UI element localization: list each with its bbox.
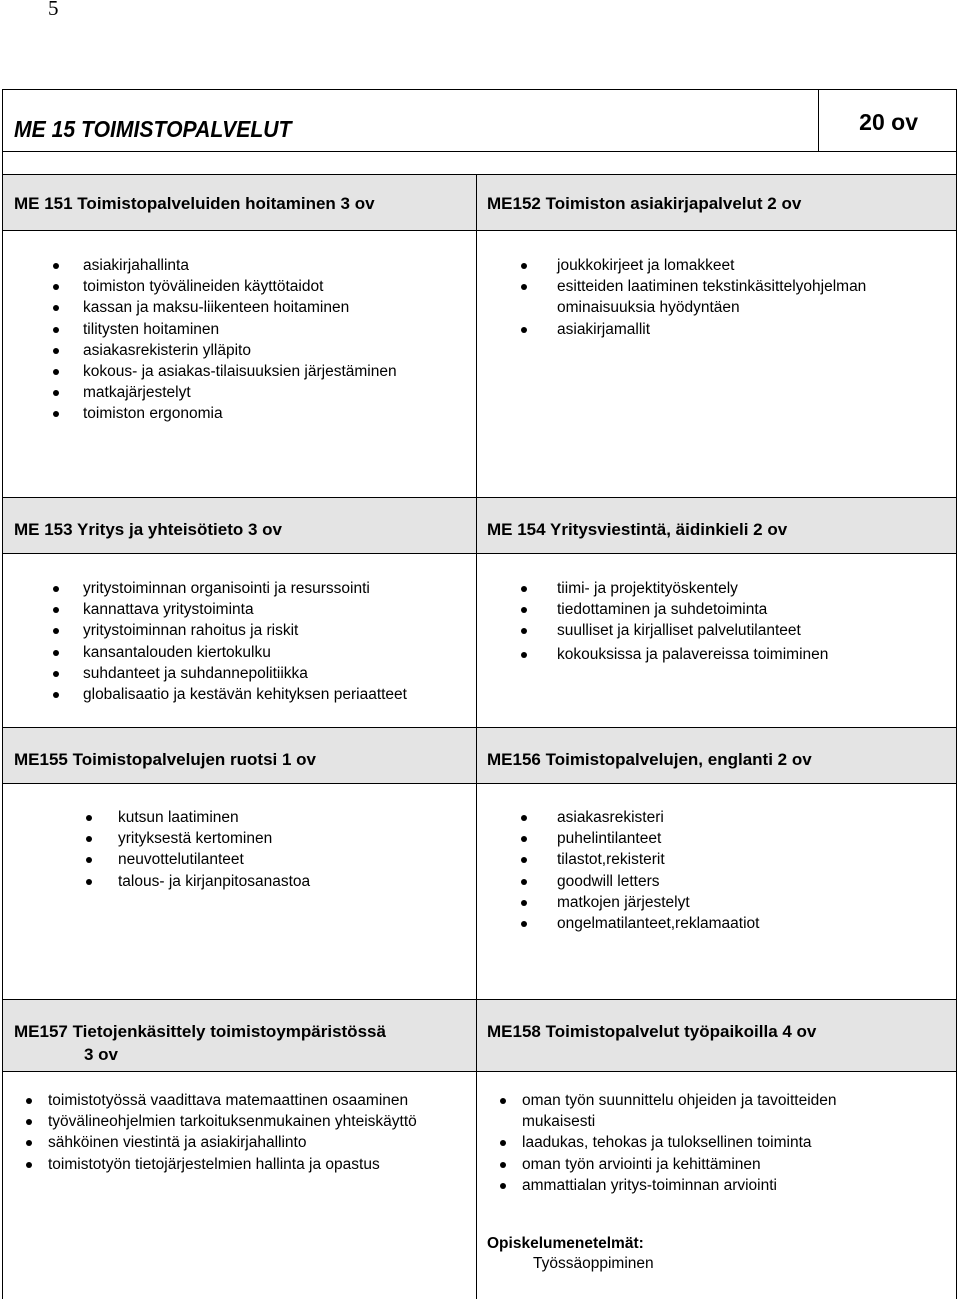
list-item: oman työn arviointi ja kehittäminen (522, 1154, 837, 1175)
module-title: ME155 Toimistopalvelujen ruotsi 1 ov (14, 750, 316, 769)
course-credits: 20 ov (859, 109, 918, 135)
module-title: ME 153 Yritys ja yhteisötieto 3 ov (14, 520, 283, 539)
list-item: yritystoiminnan organisointi ja resurssointi (83, 578, 407, 599)
list-item: tilastot,rekisterit (557, 849, 759, 870)
module-title: ME156 Toimistopalvelujen, englanti 2 ov (487, 750, 812, 769)
list-item: talous- ja kirjanpitosanastoa (118, 871, 310, 892)
module-title: ME157 Tietojenkäsittely toimistoympäristössä (14, 1022, 386, 1041)
list-item: suhdanteet ja suhdannepolitiikka (83, 663, 407, 684)
module-title: ME 154 Yritysviestintä, äidinkieli 2 ov (487, 520, 788, 539)
list-item: suulliset ja kirjalliset palvelutilanteet (557, 620, 828, 641)
list-item: toimiston ergonomia (83, 403, 397, 424)
list-item: kokouksissa ja palavereissa toimiminen (557, 644, 828, 665)
list-item: kansantalouden kiertokulku (83, 642, 407, 663)
list-item: neuvottelutilanteet (118, 849, 310, 870)
list-item: oman työn suunnittelu ohjeiden ja tavoitteiden (522, 1090, 837, 1111)
list-item: tilitysten hoitaminen (83, 319, 397, 340)
list-item: kassan ja maksu-liikenteen hoitaminen (83, 297, 397, 318)
list-item: asiakasrekisterin ylläpito (83, 340, 397, 361)
list-item: asiakirjamallit (557, 319, 866, 340)
module-topic-list (48, 1090, 417, 1175)
course-title: ME 15 TOIMISTOPALVELUT (14, 116, 292, 142)
list-item-continuation: ominaisuuksia hyödyntäen (557, 299, 740, 317)
list-item: yrityksestä kertominen (118, 828, 310, 849)
module-topic-list (522, 1090, 837, 1196)
page-number: 5 (48, 0, 59, 20)
list-item-continuation: mukaisesti (522, 1113, 596, 1131)
list-item: matkajärjestelyt (83, 382, 397, 403)
list-item: esitteiden laatiminen tekstinkäsittelyohjelman (557, 276, 866, 297)
study-method-value: Työssäoppiminen (533, 1255, 654, 1272)
list-item: sähköinen viestintä ja asiakirjahallinto (48, 1132, 417, 1153)
list-item: joukkokirjeet ja lomakkeet (557, 255, 866, 276)
list-item: matkojen järjestelyt (557, 892, 759, 913)
list-item: globalisaatio ja kestävän kehityksen periaatteet (83, 684, 407, 705)
list-item: toimistotyön tietojärjestelmien hallinta ja opastus (48, 1154, 417, 1175)
module-title: ME158 Toimistopalvelut työpaikoilla 4 ov (487, 1022, 817, 1041)
list-item: asiakirjahallinta (83, 255, 397, 276)
list-item: laadukas, tehokas ja tuloksellinen toiminta (522, 1132, 837, 1153)
module-topic-list (83, 255, 397, 425)
list-item: ongelmatilanteet,reklamaatiot (557, 913, 759, 934)
study-method-label: Opiskelumenetelmät: (487, 1235, 644, 1252)
list-item: tiimi- ja projektityöskentely (557, 578, 828, 599)
list-item: yritystoiminnan rahoitus ja riskit (83, 620, 407, 641)
module-topic-list (557, 578, 828, 665)
list-item: goodwill letters (557, 871, 759, 892)
list-item: puhelintilanteet (557, 828, 759, 849)
list-item: tiedottaminen ja suhdetoiminta (557, 599, 828, 620)
list-item: kannattava yritystoiminta (83, 599, 407, 620)
list-item: kutsun laatiminen (118, 807, 310, 828)
list-item: kokous- ja asiakas-tilaisuuksien järjestäminen (83, 361, 397, 382)
module-title: ME 151 Toimistopalveluiden hoitaminen 3 ov (14, 194, 375, 213)
list-item: toimiston työvälineiden käyttötaidot (83, 276, 397, 297)
module-title: ME152 Toimiston asiakirjapalvelut 2 ov (487, 194, 802, 213)
module-topic-list (557, 807, 759, 934)
list-item: työvälineohjelmien tarkoituksenmukainen yhteiskäyttö (48, 1111, 417, 1132)
module-topic-list (118, 807, 310, 892)
list-item: toimistotyössä vaadittava matemaattinen osaaminen (48, 1090, 417, 1111)
module-title-credits: 3 ov (84, 1045, 119, 1064)
list-item: ammattialan yritys-toiminnan arviointi (522, 1175, 837, 1196)
module-topic-list (557, 255, 866, 340)
module-topic-list (83, 578, 407, 705)
list-item: asiakasrekisteri (557, 807, 759, 828)
